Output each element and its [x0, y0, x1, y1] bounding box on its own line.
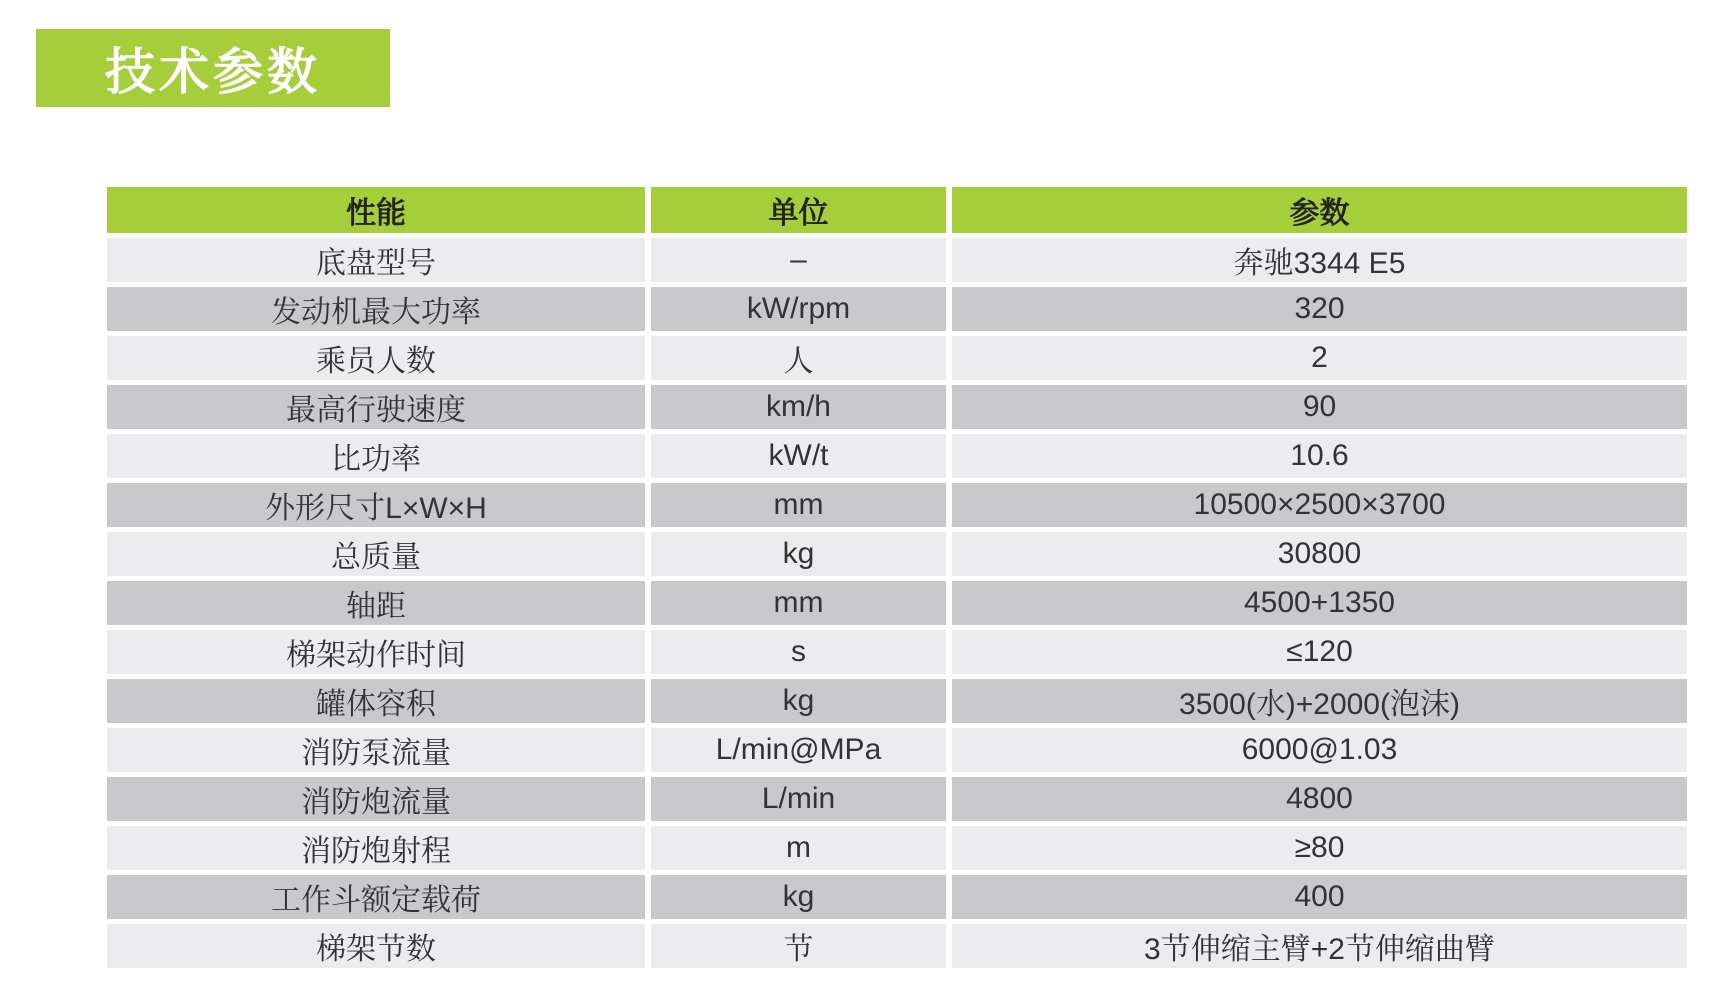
cell-value: ≥80 — [952, 826, 1687, 870]
cell-unit: m — [651, 826, 946, 870]
column-header-unit: 单位 — [651, 187, 946, 233]
section-title: 技术参数 — [105, 44, 321, 100]
table-row — [107, 679, 1687, 723]
cell-value: 4500+1350 — [952, 581, 1687, 625]
cell-unit: 人 — [651, 336, 946, 380]
cell-unit: kW/rpm — [651, 287, 946, 331]
cell-performance: 工作斗额定载荷 — [107, 875, 645, 919]
section-title-box — [36, 29, 390, 107]
cell-unit: – — [651, 238, 946, 282]
cell-unit: 节 — [651, 924, 946, 968]
cell-value: 400 — [952, 875, 1687, 919]
table-row — [107, 875, 1687, 919]
table-row — [107, 728, 1687, 772]
cell-unit: L/min — [651, 777, 946, 821]
header-row — [107, 187, 1687, 233]
column-header-parameter: 参数 — [952, 187, 1687, 233]
cell-value: 3节伸缩主臂+2节伸缩曲臂 — [952, 924, 1687, 968]
cell-performance: 底盘型号 — [107, 238, 645, 282]
specs-table — [101, 182, 1693, 973]
table-row — [107, 238, 1687, 282]
table-row — [107, 385, 1687, 429]
cell-value: 2 — [952, 336, 1687, 380]
cell-value: 奔驰3344 E5 — [952, 238, 1687, 282]
cell-unit: kg — [651, 532, 946, 576]
cell-performance: 比功率 — [107, 434, 645, 478]
cell-value: 6000@1.03 — [952, 728, 1687, 772]
table-row — [107, 630, 1687, 674]
cell-performance: 轴距 — [107, 581, 645, 625]
cell-value: 10500×2500×3700 — [952, 483, 1687, 527]
cell-unit: L/min@MPa — [651, 728, 946, 772]
cell-unit: kW/t — [651, 434, 946, 478]
cell-value: 30800 — [952, 532, 1687, 576]
cell-performance: 梯架动作时间 — [107, 630, 645, 674]
cell-performance: 罐体容积 — [107, 679, 645, 723]
cell-value: 4800 — [952, 777, 1687, 821]
cell-performance: 梯架节数 — [107, 924, 645, 968]
cell-performance: 消防炮射程 — [107, 826, 645, 870]
table-row — [107, 532, 1687, 576]
specs-table-container — [101, 182, 1693, 973]
cell-unit: km/h — [651, 385, 946, 429]
table-row — [107, 483, 1687, 527]
table-row — [107, 434, 1687, 478]
table-row — [107, 826, 1687, 870]
table-row — [107, 581, 1687, 625]
cell-unit: kg — [651, 679, 946, 723]
table-row — [107, 777, 1687, 821]
cell-performance: 发动机最大功率 — [107, 287, 645, 331]
cell-unit: mm — [651, 581, 946, 625]
cell-value: 10.6 — [952, 434, 1687, 478]
table-row — [107, 287, 1687, 331]
cell-performance: 消防炮流量 — [107, 777, 645, 821]
cell-performance: 最高行驶速度 — [107, 385, 645, 429]
cell-performance: 乘员人数 — [107, 336, 645, 380]
cell-value: 320 — [952, 287, 1687, 331]
cell-value: 90 — [952, 385, 1687, 429]
specs-table-header — [107, 187, 1687, 233]
column-header-performance: 性能 — [107, 187, 645, 233]
cell-value: 3500(水)+2000(泡沫) — [952, 679, 1687, 723]
cell-value: ≤120 — [952, 630, 1687, 674]
cell-unit: s — [651, 630, 946, 674]
cell-unit: kg — [651, 875, 946, 919]
table-row — [107, 336, 1687, 380]
cell-performance: 总质量 — [107, 532, 645, 576]
cell-performance: 外形尺寸L×W×H — [107, 483, 645, 527]
table-row — [107, 924, 1687, 968]
specs-table-body — [107, 238, 1687, 968]
cell-unit: mm — [651, 483, 946, 527]
cell-performance: 消防泵流量 — [107, 728, 645, 772]
